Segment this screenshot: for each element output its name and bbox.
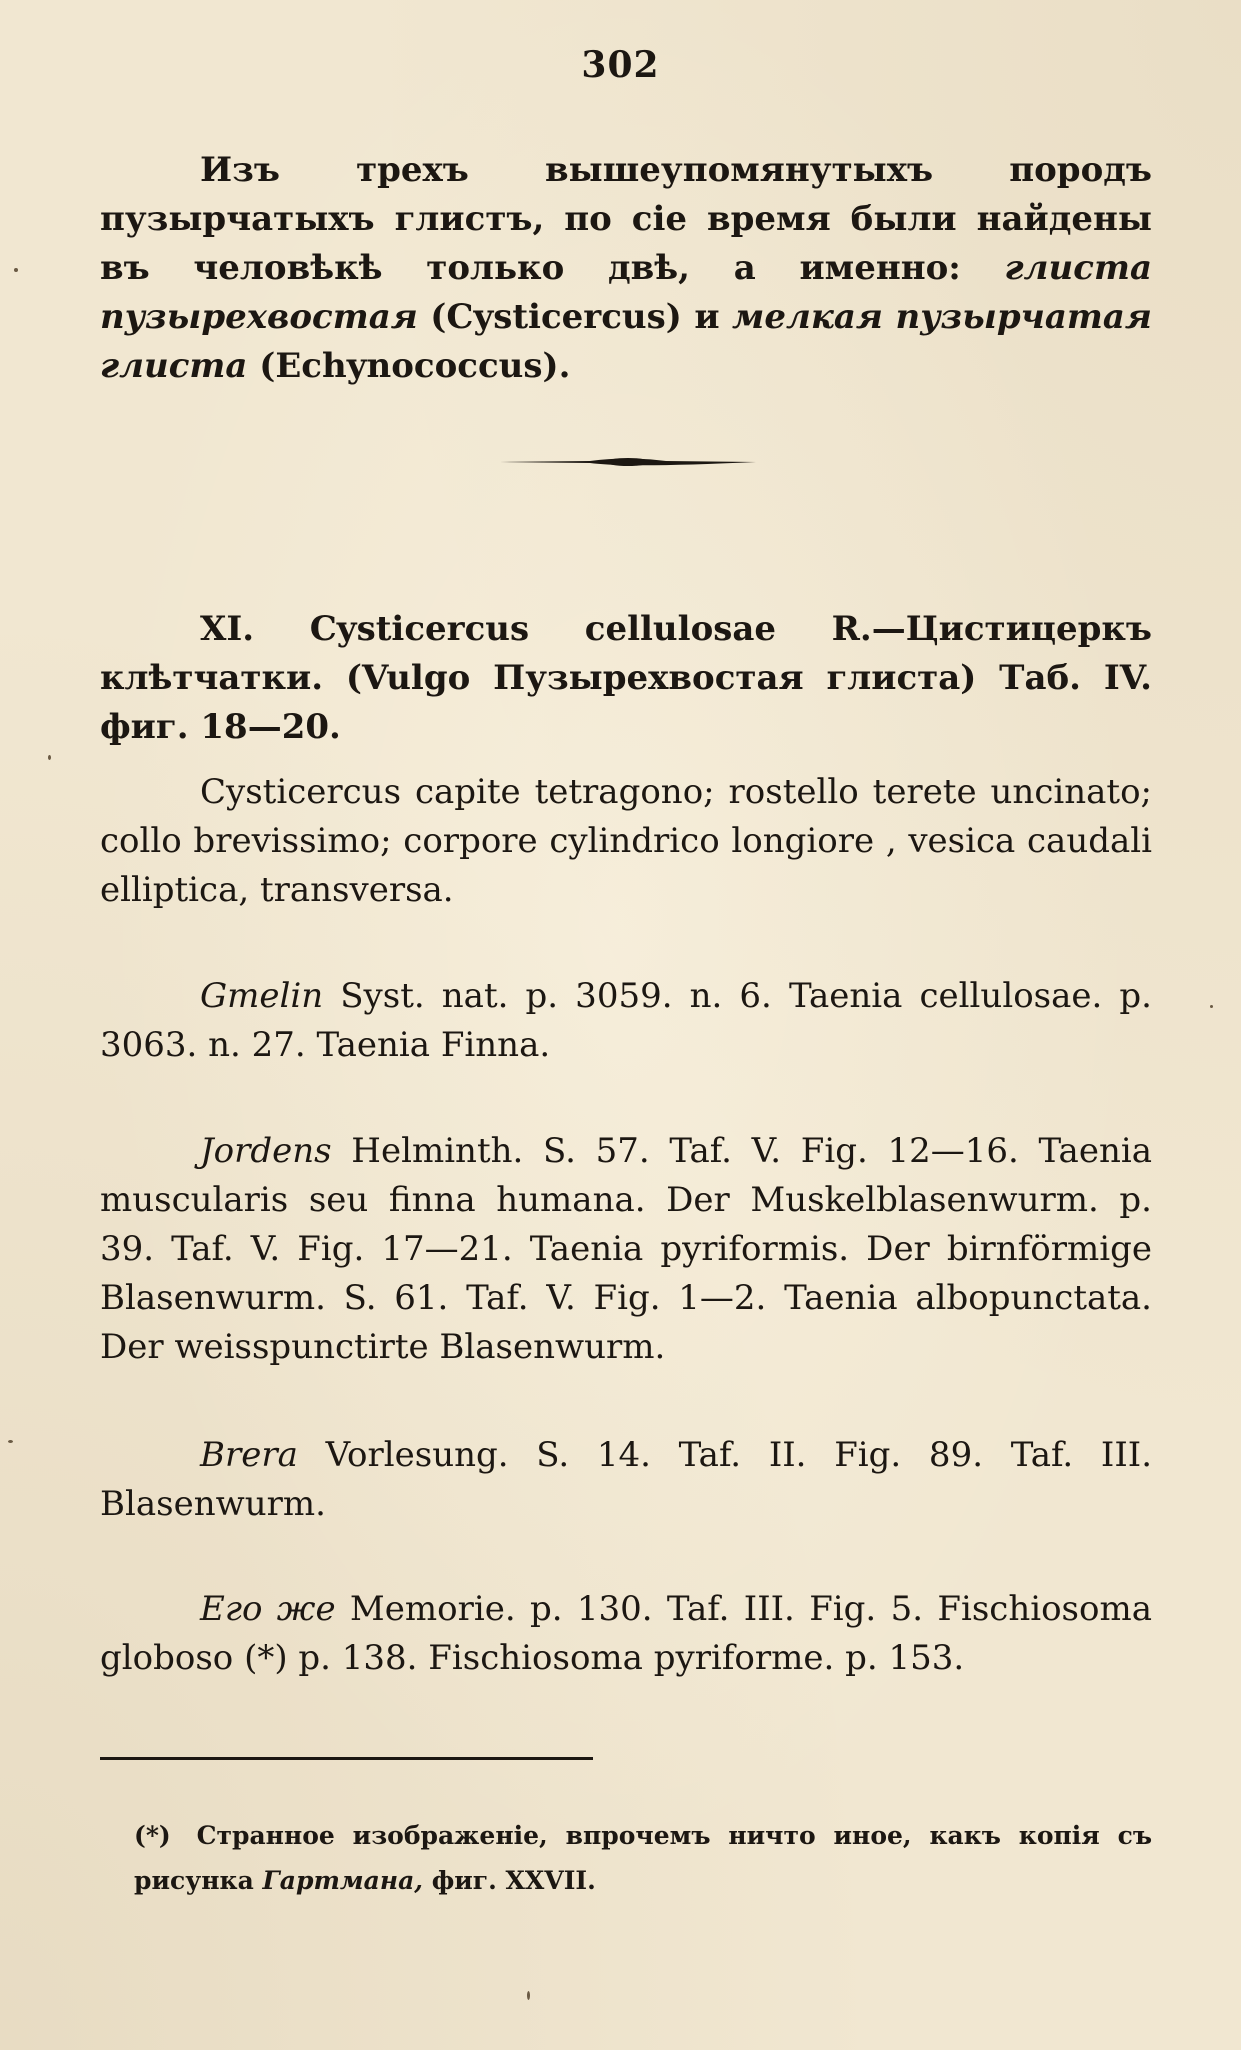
reference-ego-zhe [100,1585,1152,1683]
paper-speck [14,268,18,272]
paper-speck [527,1991,530,2000]
diagnosis-text: Cysticercus capite tetragono; rostello terete uncinato; collo brevissimo; corpore cylindrico longiore , vesica caudali elliptica, transversa. [100,772,1152,910]
diagnosis-paragraph [100,768,1152,915]
reference-author: Gmelin [200,976,324,1016]
paper-speck [8,1440,13,1443]
footnote-text-1: Странное изображеніе, впрочемъ ничто иное, какъ копія съ рисунка [134,1821,1152,1895]
reference-brera [100,1431,1152,1529]
footnote [134,1813,1152,1903]
reference-author: Его же [200,1589,336,1629]
intro-text-3: (Echynococcus). [247,346,571,386]
reference-author: Brera [200,1435,298,1475]
intro-italic-2: мелкая пузырчатая глиста [100,297,1152,386]
reference-text: Helminth. S. 57. Taf. V. Fig. 12—16. Taenia muscularis seu finna humana. Der Muskelblasenwurm. p. 39. Taf. V. Fig. 17—21. Taenia pyriformis. Der birnförmige Blasenwurm. S. 61. Taf. V. Fig. 1—2. Taenia albopunctata. Der weisspunctirte Blasenwurm. [100,1131,1152,1367]
footnote-italic: Гартмана, [262,1866,424,1895]
reference-text: Memorie. p. 130. Taf. III. Fig. 5. Fischiosoma globoso (*) p. 138. Fischiosoma pyriforme. p. 153. [100,1589,1152,1678]
footnote-separator [100,1757,593,1760]
paper-speck [1210,1005,1213,1008]
reference-jordens [100,1127,1152,1372]
footnote-text-2: фиг. XXVII. [423,1866,596,1895]
intro-italic-1: глиста пузырехвостая [100,248,1152,337]
reference-text: Vorlesung. S. 14. Taf. II. Fig. 89. Taf. III. Blasenwurm. [100,1435,1152,1524]
species-heading-text: XI. Cysticercus cellulosae R.—Цистицеркъ клѣтчатки. (Vulgo Пузырехвостая глиста) Таб. IV. фиг. 18—20. [100,609,1152,747]
species-heading [100,605,1152,752]
reference-gmelin [100,972,1152,1070]
reference-author: Jordens [200,1131,332,1171]
paper-speck [48,755,51,760]
intro-text-1: Изъ трехъ вышеупомянутыхъ породъ пузырчатыхъ глистъ, по сіе время были найдены въ человѣкѣ только двѣ, а именно: [100,150,1152,288]
intro-text-2: (Cysticercus) и [417,297,733,337]
page-number: 302 [581,44,660,86]
intro-paragraph [100,146,1152,391]
ornament-divider [500,455,756,469]
reference-text: Syst. nat. p. 3059. n. 6. Taenia cellulosae. p. 3063. n. 27. Taenia Finna. [100,976,1152,1065]
footnote-marker: (*) [134,1821,171,1850]
